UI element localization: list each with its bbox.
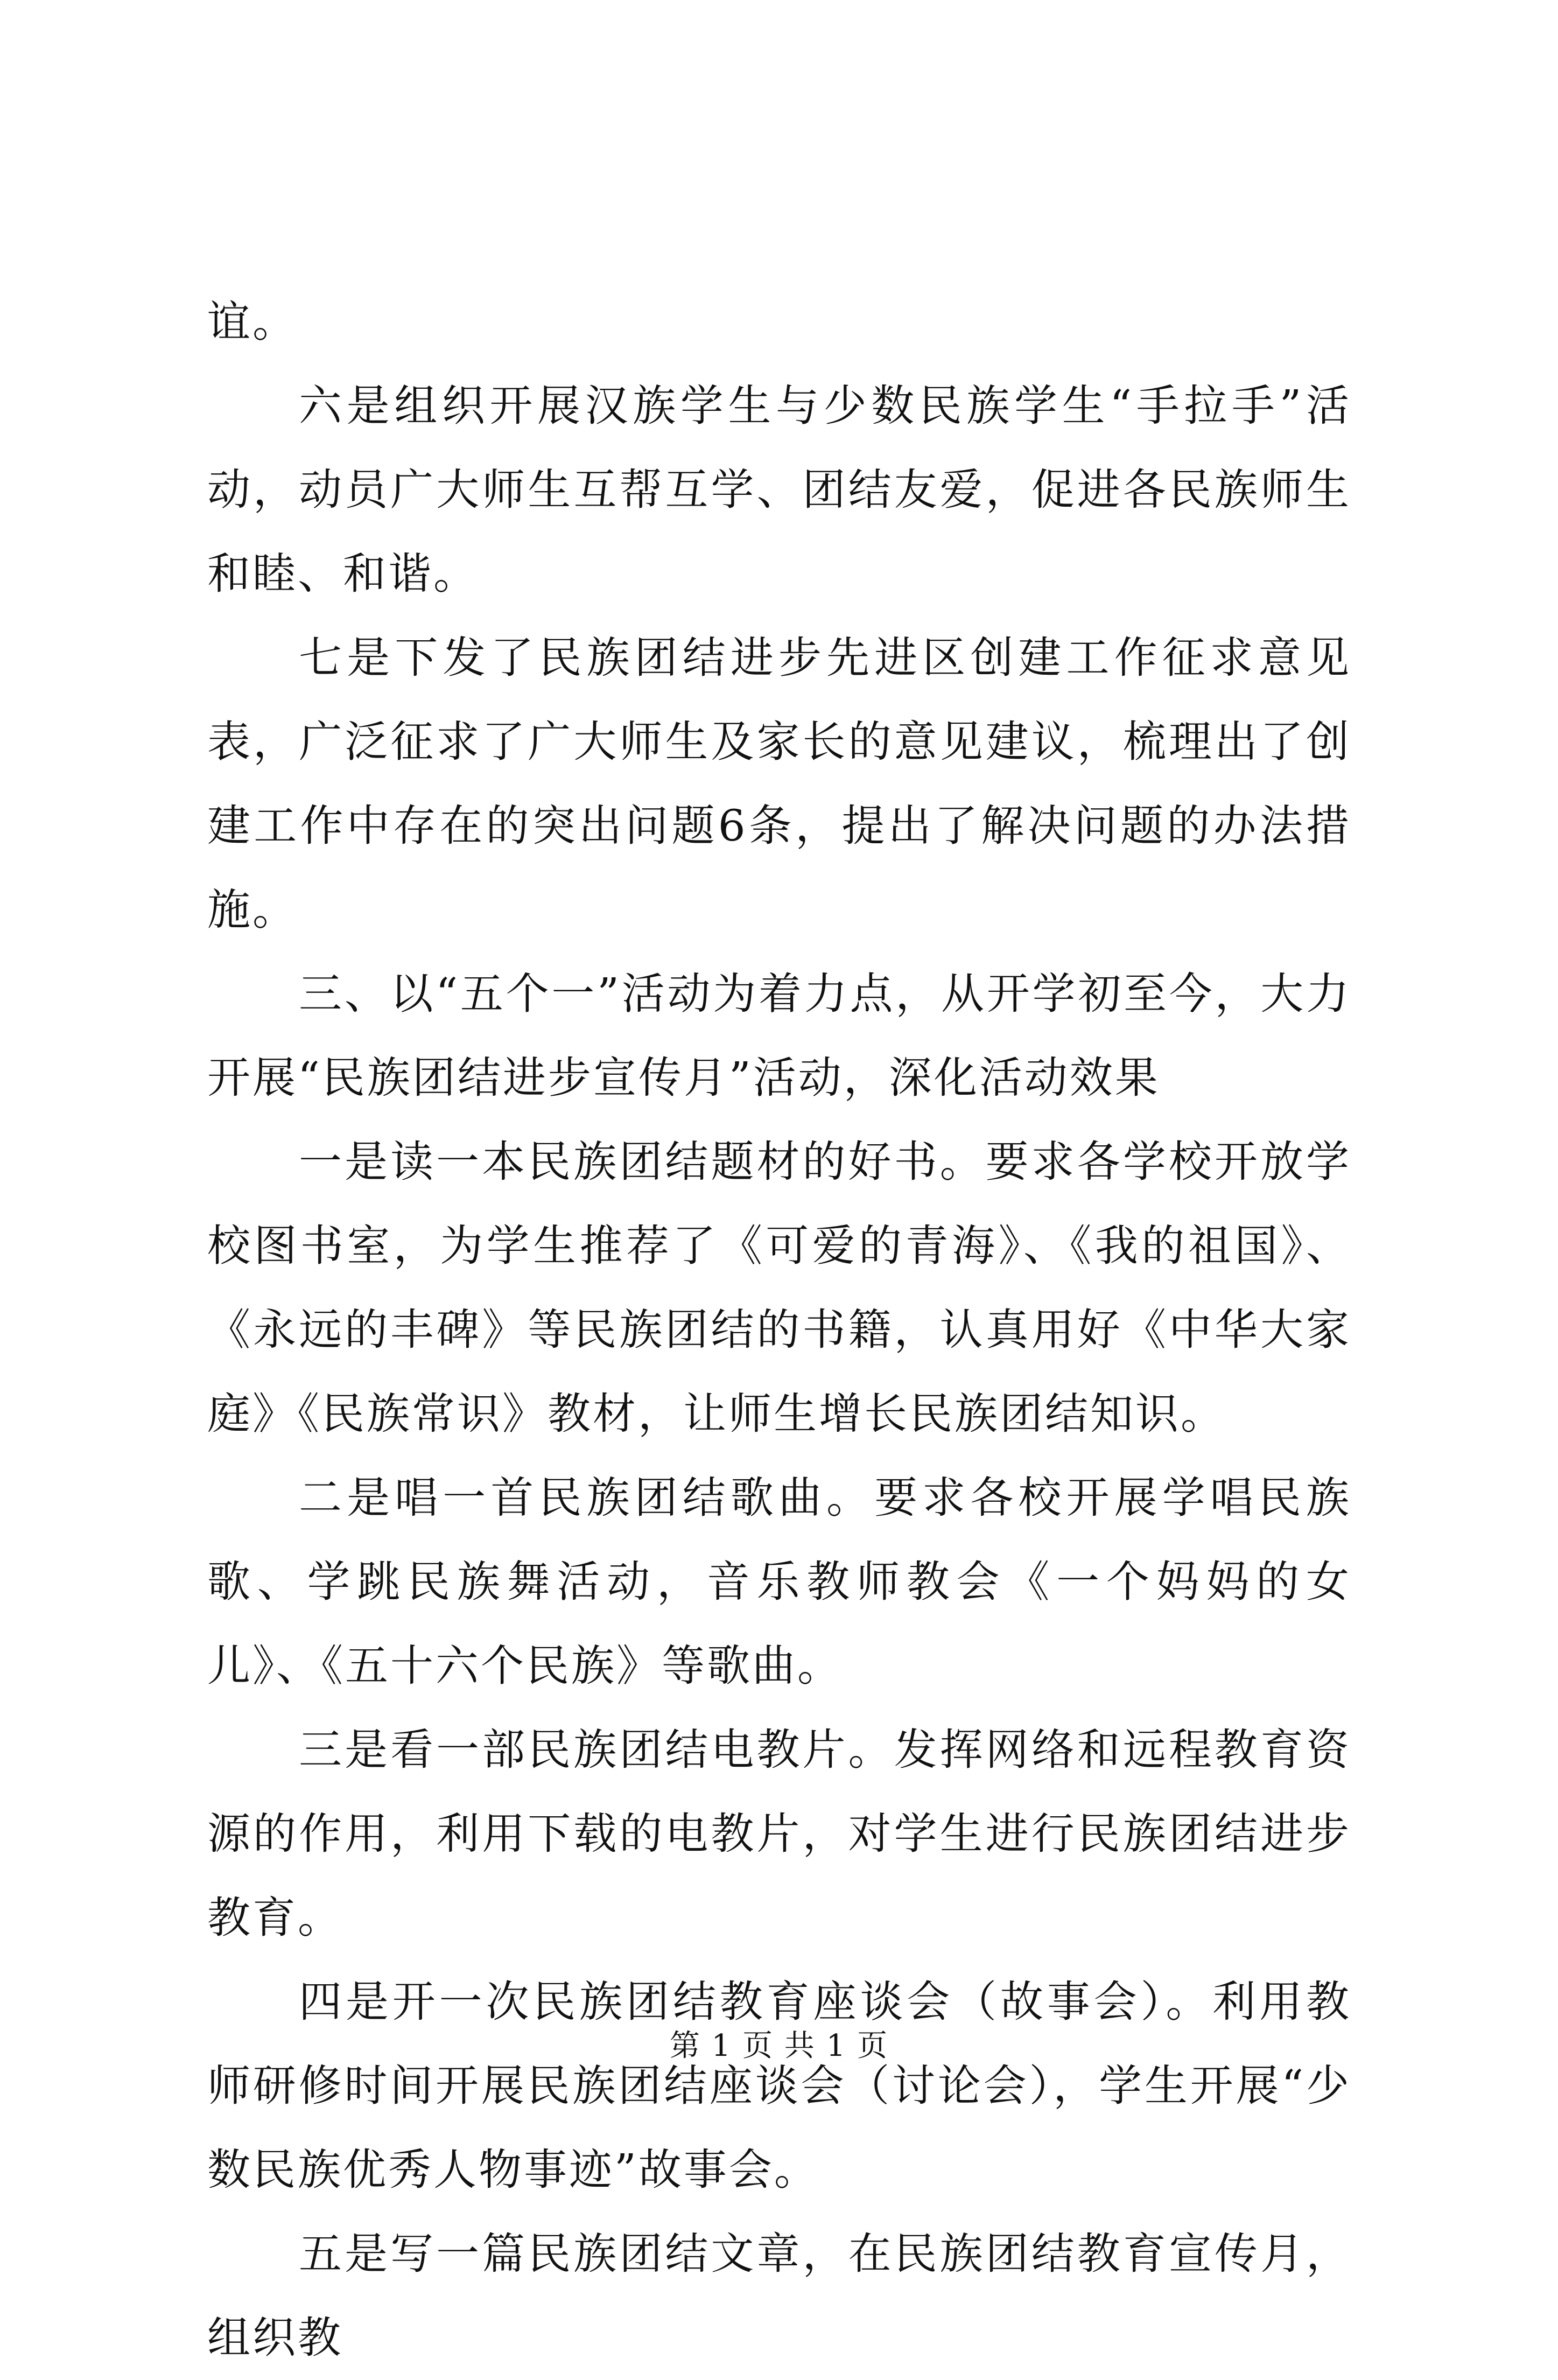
paragraph-item-seven: 七是下发了民族团结进步先进区创建工作征求意见表，广泛征求了广大师生及家长的意见建议，梳理出了创建工作中存在的突出问题6条，提出了解决问题的办法措施。 [207, 633, 1351, 935]
paragraph-read-book: 一是读一本民族团结题材的好书。要求各学校开放学校图书室，为学生推荐了《可爱的青海》、《我的祖国》、《永远的丰碑》等民族团结的书籍，认真用好《中华大家庭》《民族常识》教材，让师生增长民族团结知识。 [207, 1137, 1351, 1439]
paragraph-watch-film: 三是看一部民族团结电教片。发挥网络和远程教育资源的作用，利用下载的电教片，对学生进行民族团结进步教育。 [207, 1725, 1351, 1943]
page-number-footer: 第 1 页 共 1 页 [669, 2028, 889, 2063]
paragraph-symposium: 四是开一次民族团结教育座谈会（故事会）。利用教师研修时间开展民族团结座谈会（讨论会），学生开展“少数民族优秀人物事迹”故事会。 [207, 1977, 1351, 2195]
paragraph-write-article: 五是写一篇民族团结文章，在民族团结教育宣传月，组织教 [207, 2229, 1351, 2363]
paragraph-item-six: 六是组织开展汉族学生与少数民族学生“手拉手”活动，动员广大师生互帮互学、团结友爱，促进各民族师生和睦、和谐。 [207, 381, 1351, 599]
paragraph-continuation: 谊。 [207, 297, 298, 347]
section-heading-three: 三、以“五个一”活动为着力点，从开学初至今，大力开展“民族团结进步宣传月”活动，深化活动效果 [207, 969, 1351, 1103]
paragraph-sing-song: 二是唱一首民族团结歌曲。要求各校开展学唱民族歌、学跳民族舞活动，音乐教师教会《一个妈妈的女儿》、《五十六个民族》等歌曲。 [207, 1473, 1351, 1691]
